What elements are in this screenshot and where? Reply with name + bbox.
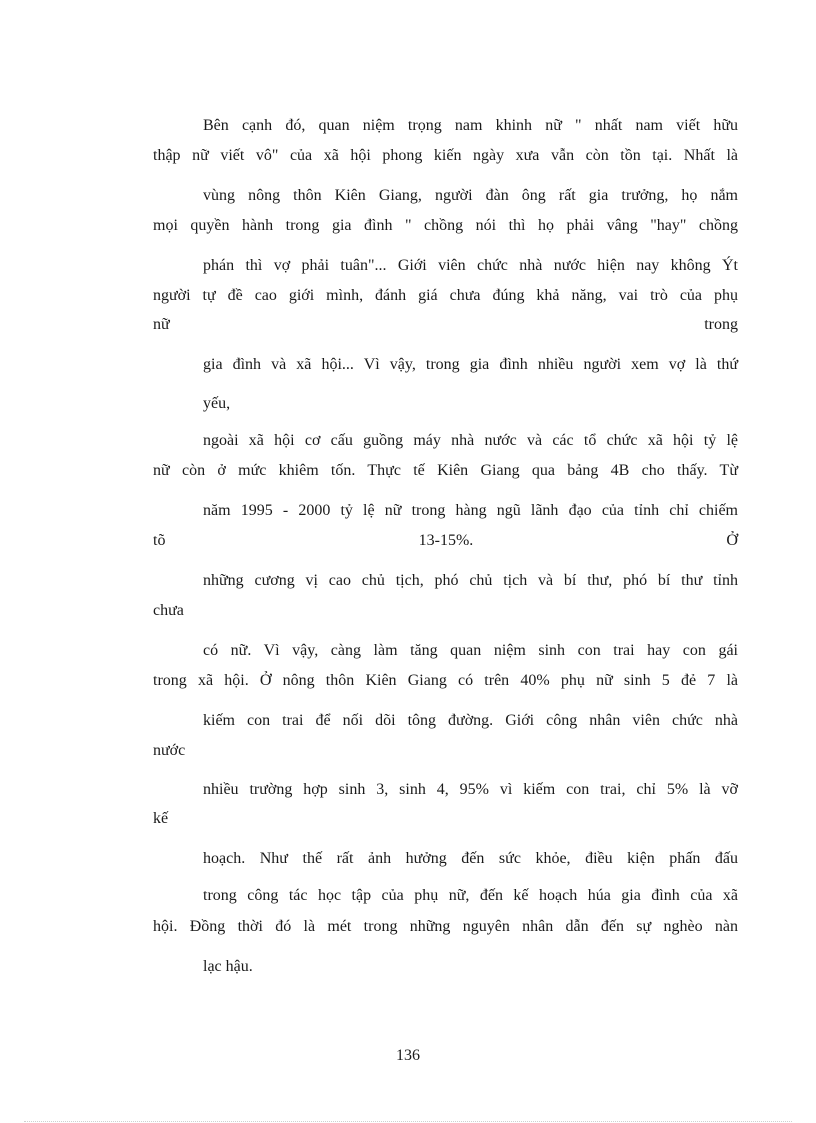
page-border-dotted [24,1121,792,1122]
paragraph-line: trong công tác học tập của phụ nữ, đến kế hoạch húa gia đình của xã [203,887,738,904]
paragraph-line: thập nữ viết vô" của xã hội phong kiến ngày xưa vẫn còn tồn tại. Nhất là [153,147,738,164]
paragraph-line: hội. Đồng thời đó là mét trong những nguyên nhân dẫn đến sự nghèo nàn [153,918,738,935]
paragraph-line: vùng nông thôn Kiên Giang, người đàn ông rất gia trưởng, họ nắm [203,187,738,204]
paragraph-line: Bên cạnh đó, quan niệm trọng nam khinh nữ " nhất nam viết hữu [203,117,738,134]
paragraph-line: người tự đề cao giới mình, đánh giá chưa đúng khả năng, vai trò của phụ [153,287,738,304]
paragraph-line: những cương vị cao chủ tịch, phó chủ tịch và bí thư, phó bí thư tỉnh [203,572,738,589]
paragraph-line: trong xã hội. Ở nông thôn Kiên Giang có trên 40% phụ nữ sinh 5 đẻ 7 là [153,672,738,689]
line-fragment: Ở [726,532,738,549]
paragraph-line: ngoài xã hội cơ cấu guồng máy nhà nước và các tổ chức xã hội tỷ lệ [203,432,738,449]
paragraph-line: năm 1995 - 2000 tỷ lệ nữ trong hàng ngũ lãnh đạo của tỉnh chỉ chiếm [203,502,738,519]
line-fragment: nữ [153,316,170,333]
paragraph-line: kế [153,810,169,827]
paragraph-line: gia đình và xã hội... Vì vậy, trong gia đình nhiều người xem vợ là thứ [203,356,738,373]
paragraph-line: phán thì vợ phải tuân"... Giới viên chức nhà nước hiện nay không Ýt [203,257,738,274]
line-fragment: tõ [153,532,166,549]
split-line [153,531,738,551]
line-fragment: 13-15%. [418,532,474,549]
paragraph-line: có nữ. Vì vậy, càng làm tăng quan niệm sinh con trai hay con gái [203,642,738,659]
paragraph-line: nữ còn ở mức khiêm tốn. Thực tế Kiên Giang qua bảng 4B cho thấy. Từ [153,462,738,479]
paragraph-line: nước [153,742,186,759]
paragraph-line: hoạch. Như thế rất ảnh hưởng đến sức khỏe, điều kiện phấn đấu [203,850,738,867]
split-line [153,315,738,335]
paragraph-line: mọi quyền hành trong gia đình " chồng nói thì họ phải vâng "hay" chồng [153,217,738,234]
line-fragment: trong [704,316,738,333]
paragraph-line: lạc hậu. [203,958,253,975]
paragraph-line: chưa [153,602,184,619]
paragraph-line: yếu, [203,395,231,412]
paragraph-line: kiếm con trai để nối dõi tông đường. Giới công nhân viên chức nhà [203,712,738,729]
paragraph-line: nhiều trường hợp sinh 3, sinh 4, 95% vì kiếm con trai, chỉ 5% là vỡ [203,781,738,798]
page-number: 136 [396,1047,420,1064]
